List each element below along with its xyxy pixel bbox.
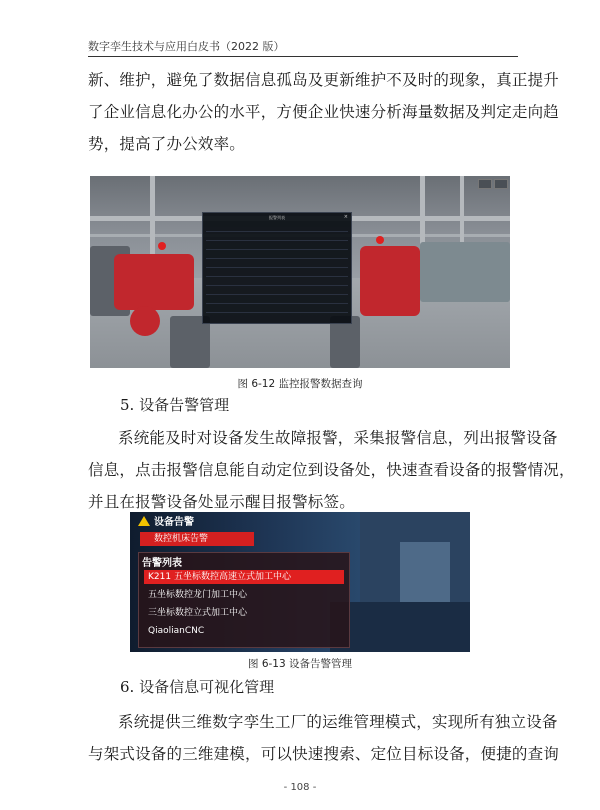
alarm-machine-part	[130, 306, 160, 336]
header-rule	[88, 56, 518, 57]
close-icon[interactable]: ×	[343, 214, 348, 220]
figure-6-12-image	[90, 176, 510, 368]
alarm-list-item[interactable]: 五坐标数控龙门加工中心	[148, 590, 248, 600]
equipment-alarm-header	[138, 516, 242, 530]
alarm-list-title: 告警列表	[142, 558, 182, 569]
running-header: 数字孪生技术与应用白皮书（2022 版）	[88, 40, 285, 53]
paragraph-line: 信息，点击报警信息能自动定位到设备处，快速查看设备的报警情况，	[88, 461, 575, 479]
table-row[interactable]	[206, 249, 348, 258]
cnc-alarm-button[interactable]: 数控机床告警	[140, 532, 254, 546]
figure-caption: 图 6-13 设备告警管理	[247, 658, 352, 670]
figure-6-13-image	[130, 512, 470, 652]
alarm-list-item[interactable]: 三坐标数控立式加工中心	[148, 608, 248, 618]
table-row[interactable]	[206, 303, 348, 312]
table-row	[206, 222, 348, 231]
alarm-data-table	[206, 222, 348, 313]
alarm-list-item[interactable]: K211 五坐标数控高速立式加工中心	[144, 570, 344, 584]
alarm-marker[interactable]	[376, 236, 384, 244]
paragraph-line: 势，提高了办公效率。	[88, 135, 246, 153]
dialog-pagination[interactable]	[206, 314, 348, 320]
paragraph-line: 了企业信息化办公的水平，方便企业快速分析海量数据及判定走向趋	[88, 103, 560, 121]
table-row[interactable]	[206, 231, 348, 240]
paragraph-2	[88, 422, 575, 518]
toolbar-icon[interactable]	[494, 179, 508, 189]
alarm-list-item[interactable]: QiaolianCNC	[148, 626, 205, 636]
warning-icon	[138, 516, 150, 526]
paragraph-line: 与架式设备的三维建模，可以快速搜索、定位目标设备，便捷的查询	[88, 745, 560, 763]
page-number: - 108 -	[283, 782, 317, 793]
figure-caption: 图 6-12 监控报警数据查询	[237, 378, 363, 390]
section-heading: 6. 设备信息可视化管理	[120, 678, 275, 696]
table-row[interactable]	[206, 258, 348, 267]
machine	[420, 242, 510, 302]
toolbar-icon[interactable]	[478, 179, 492, 189]
paragraph-3	[88, 706, 560, 770]
equipment-alarm-title: 设备告警	[154, 517, 194, 528]
table-row[interactable]	[206, 267, 348, 276]
section-heading: 5. 设备告警管理	[120, 396, 230, 414]
alarm-list-dialog	[202, 212, 352, 324]
table-row[interactable]	[206, 240, 348, 249]
paragraph-line: 并且在报警设备处显示醒目报警标签。	[88, 493, 355, 511]
floor	[330, 602, 470, 652]
paragraph-line: 系统提供三维数字孪生工厂的运维管理模式，实现所有独立设备	[118, 713, 558, 731]
dialog-title: 报警列表	[269, 215, 285, 220]
alarm-machine-left[interactable]	[114, 254, 194, 310]
alarm-machine-right[interactable]	[360, 246, 420, 316]
alarm-marker[interactable]	[158, 242, 166, 250]
paragraph-1	[88, 64, 560, 160]
table-row[interactable]	[206, 285, 348, 294]
table-row[interactable]	[206, 276, 348, 285]
paragraph-line: 新、维护，避免了数据信息孤岛及更新维护不及时的现象，真正提升	[88, 71, 560, 89]
paragraph-line: 系统能及时对设备发生故障报警，采集报警信息，列出报警设备	[118, 429, 558, 447]
table-row[interactable]	[206, 294, 348, 303]
